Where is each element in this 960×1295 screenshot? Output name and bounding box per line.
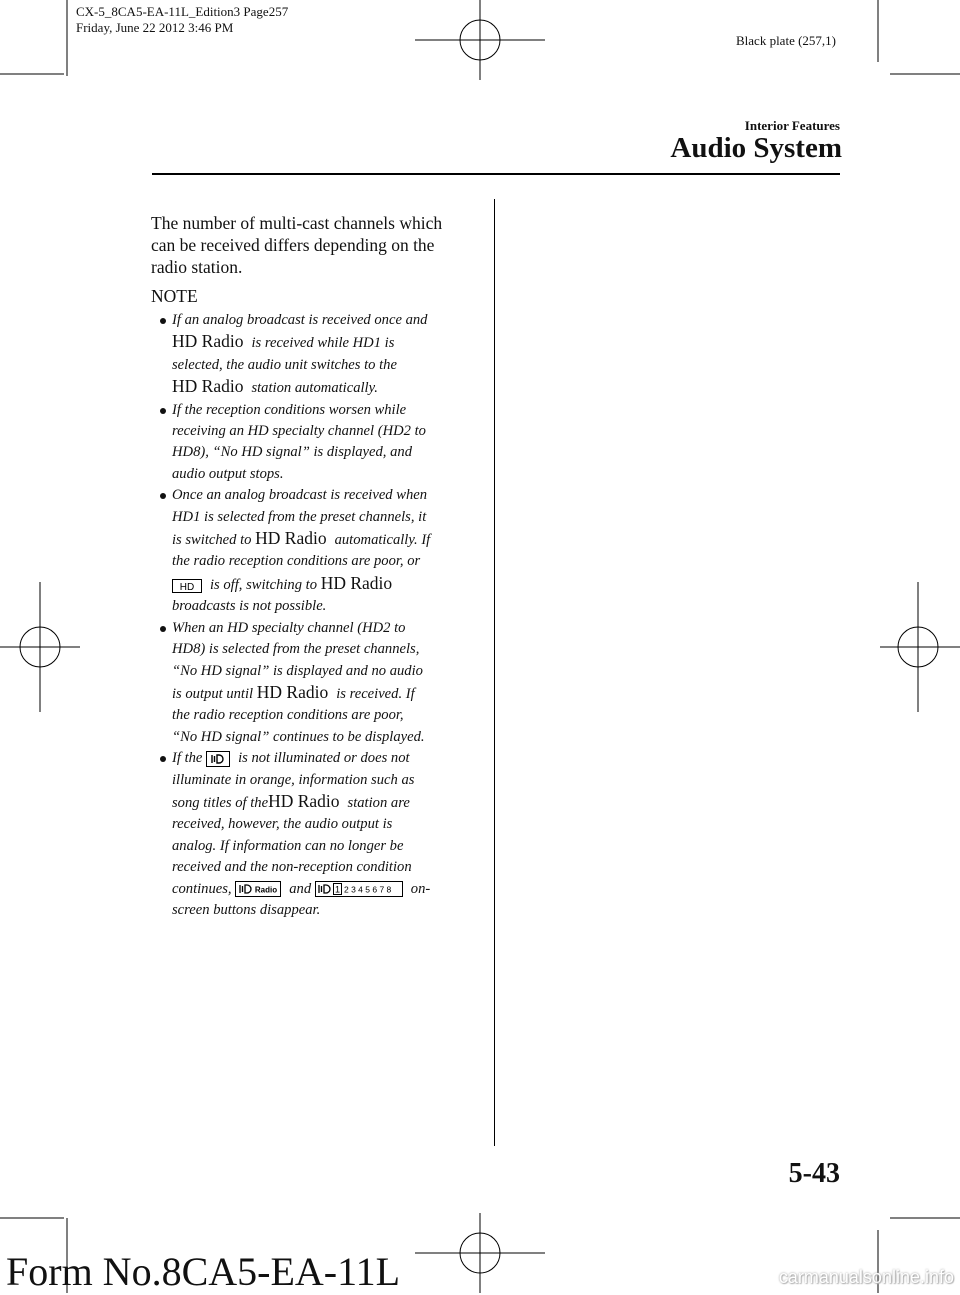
text-line: radio station.	[151, 257, 243, 277]
note-item	[160, 310, 490, 400]
hd-radio-logo: HD Radio	[255, 528, 327, 549]
text-line: HD8) is selected from the preset channels,	[172, 641, 420, 658]
text-line: illuminate in orange, information such as	[172, 771, 415, 788]
text-line: can be received differs depending on the	[151, 235, 435, 255]
bullet-icon	[160, 318, 166, 324]
text-line: HD Radio is received while HD1 is	[172, 331, 395, 352]
text-line: receiving an HD specialty channel (HD2 to	[172, 423, 426, 440]
text-line: analog. If information can no longer be	[172, 837, 404, 854]
note-item	[160, 748, 490, 921]
text-line: broadcasts is not possible.	[172, 598, 327, 615]
hd-radio-logo: HD Radio	[172, 331, 244, 352]
hd-radio-logo: HD Radio	[268, 790, 340, 811]
hd-indicator-icon	[172, 579, 202, 593]
plate-info: Black plate (257,1)	[736, 33, 836, 48]
text-line: HD1 is selected from the preset channels, it	[172, 508, 427, 525]
watermark: carmanualsonline.info	[778, 1267, 954, 1287]
text-line: Once an analog broadcast is received when	[172, 487, 428, 504]
hd-radio-logo: HD Radio	[172, 376, 244, 397]
channel-rest-label: 2 3 4 5 6 7 8	[343, 884, 392, 895]
hd-icon-label: HD	[179, 581, 195, 593]
bullet-icon	[160, 493, 166, 499]
bullet-icon	[160, 756, 166, 762]
text-line: continues, Radio and 1 2 3 4 5 6 7 8 on-	[172, 880, 431, 897]
text-line: audio output stops.	[172, 465, 284, 482]
header-rule	[152, 173, 840, 175]
column-divider	[494, 199, 495, 1146]
hd-signal-icon	[206, 751, 230, 767]
text-line: HD Radio station automatically.	[172, 376, 378, 397]
print-info	[76, 4, 288, 36]
radio-icon-label: Radio	[255, 885, 278, 895]
text-line: received, however, the audio output is	[172, 816, 393, 833]
hd-channel-button-icon	[315, 881, 403, 897]
chapter-title: Audio System	[670, 132, 842, 164]
text-line: “No HD signal” continues to be displayed.	[172, 728, 425, 745]
note-item	[160, 485, 490, 617]
text-line: the radio reception conditions are poor, or	[172, 553, 421, 570]
channel-first-label: 1	[334, 884, 340, 895]
text-line: If the is not illuminated or does not	[172, 750, 410, 767]
text-line: is switched to HD Radio automatically. If	[172, 528, 431, 549]
hd-radio-logo: HD Radio	[256, 681, 329, 702]
text-line: screen buttons disappear.	[172, 901, 321, 918]
text-line: selected, the audio unit switches to the	[172, 356, 397, 373]
text-line: “No HD signal” is displayed and no audio	[172, 662, 423, 679]
note-item	[160, 400, 490, 486]
section-title: Interior Features	[744, 118, 840, 133]
text-line: If the reception conditions worsen while	[172, 401, 407, 418]
text-line: is output until HD Radio is received. If	[172, 681, 415, 702]
intro-paragraph	[151, 212, 491, 278]
text-line: the radio reception conditions are poor,	[172, 707, 404, 724]
bullet-icon	[160, 626, 166, 632]
text-line: received and the non-reception condition	[172, 859, 412, 876]
text-line: When an HD specialty channel (HD2 to	[172, 619, 406, 636]
form-number: Form No.8CA5-EA-11L	[6, 1249, 401, 1294]
text-line: song titles of theHD Radio station are	[172, 790, 410, 811]
note-heading: NOTE	[151, 286, 198, 306]
print-line: CX-5_8CA5-EA-11L_Edition3 Page257	[76, 4, 289, 19]
hd-radio-button-icon	[235, 881, 281, 897]
text-line: HD8), “No HD signal” is displayed, and	[172, 444, 412, 461]
bullet-icon	[160, 408, 166, 414]
hd-radio-logo: HD Radio	[320, 572, 393, 593]
text-line: If an analog broadcast is received once and	[172, 312, 428, 328]
text-line: HD is off, switching to HD Radio	[172, 573, 490, 596]
page-number: 5-43	[788, 1158, 840, 1189]
note-item	[160, 618, 490, 748]
text-line: The number of multi-cast channels which	[151, 213, 443, 233]
print-line: Friday, June 22 2012 3:46 PM	[76, 20, 234, 35]
note-list	[160, 310, 490, 921]
